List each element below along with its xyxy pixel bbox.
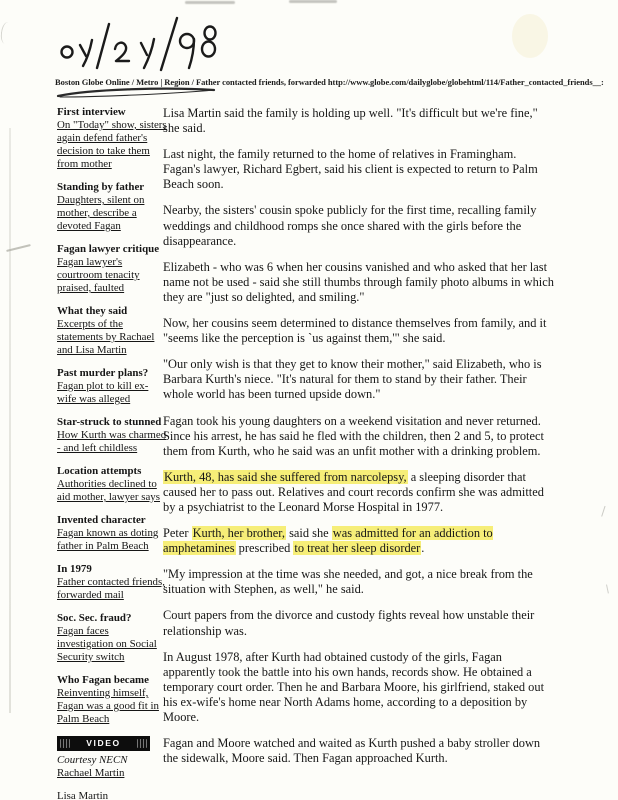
- article-paragraph: [163, 567, 555, 597]
- sidebar-item: [57, 514, 167, 553]
- sidebar-item-heading: Star-struck to stunned: [57, 416, 162, 428]
- article-text: "Our only wish is that they get to know their mother," said Elizabeth, who is Barbara Kurth's niece. "It's natural for them to stand by their father. Their whole world has been turned upside down.": [163, 357, 542, 402]
- sidebar-item-heading: Invented character: [57, 514, 146, 526]
- sidebar-item-heading: Fagan lawyer critique: [57, 243, 160, 255]
- handwritten-date: [56, 12, 222, 72]
- highlighted-text: Kurth, her brother,: [192, 526, 285, 541]
- article-text: Elizabeth - who was 6 when her cousins vanished and who asked that her last name not be used - said she still thumbs through family photo albums in which they are "just so delighted, and smiling.": [163, 259, 554, 304]
- article-text: Now, her cousins seem determined to distance themselves from family, and it "seems like the perception is `us against them,'" she said.: [163, 316, 547, 346]
- article-paragraph: [163, 736, 555, 766]
- highlighted-text: to treat her sleep disorder: [294, 541, 421, 556]
- article-text: a sleeping disorder that caused her to pass out. Relatives and court records confirm she was admitted by a psychiatrist to the Leonard Morse Hospital in 1977.: [163, 469, 544, 514]
- handwritten-underline-mark: [52, 86, 220, 100]
- video-link-rachael-martin[interactable]: Rachael Martin: [57, 767, 125, 779]
- article-paragraph: [163, 260, 555, 305]
- article-paragraph: [163, 316, 555, 346]
- video-banner[interactable]: [57, 736, 150, 751]
- article-paragraph: [163, 203, 555, 248]
- video-courtesy: Courtesy NECN: [57, 754, 128, 766]
- scan-artifact: [185, 1, 235, 4]
- scan-artifact: [596, 504, 605, 516]
- sidebar-item: [57, 106, 167, 171]
- sidebar: [57, 106, 167, 800]
- sidebar-item-heading: Standing by father: [57, 181, 145, 193]
- article-paragraph: [163, 470, 555, 515]
- scan-artifact: [0, 21, 13, 44]
- sidebar-item: [57, 416, 167, 455]
- sidebar-item-link[interactable]: Authorities declined to aid mother, lawyer says: [57, 478, 160, 503]
- video-link-lisa-martin[interactable]: Lisa Martin: [57, 790, 109, 800]
- article-text: Fagan and Moore watched and waited as Kurth pushed a baby stroller down the sidewalk, Moore said. Then Fagan approached Kurth.: [163, 736, 541, 766]
- scan-artifact: [512, 14, 548, 58]
- sidebar-item-link[interactable]: Fagan plot to kill ex-wife was alleged: [57, 380, 149, 405]
- article-paragraph: [163, 650, 555, 725]
- highlighted-text: Kurth, 48, has said she suffered from narcolepsy,: [164, 469, 407, 484]
- paper-edge-line: [9, 128, 11, 713]
- sidebar-item-link[interactable]: Fagan known as doting father in Palm Beach: [57, 527, 159, 552]
- article-text: Nearby, the sisters' cousin spoke publicly for the first time, recalling family weddings and childhood romps she once shared with the girls before the disappearance.: [163, 203, 537, 248]
- sidebar-item-link[interactable]: Fagan lawyer's courtroom tenacity praised, faulted: [57, 256, 140, 294]
- article-text: Fagan took his young daughters on a weekend visitation and never returned. Since his arrest, he has said he fled with the children, then 2 and 5, to protect them from Kurth, who he said was an unfit mother with a drinking problem.: [163, 413, 544, 458]
- sidebar-item: [57, 563, 167, 602]
- article-paragraph: [163, 106, 555, 136]
- sidebar-item-link[interactable]: Reinventing himself, Fagan was a good fit in Palm Beach: [57, 687, 159, 725]
- sidebar-item-heading: In 1979: [57, 563, 92, 575]
- sidebar-item-heading: Who Fagan became: [57, 674, 149, 686]
- article-paragraph: [163, 147, 555, 192]
- sidebar-items: [57, 106, 167, 726]
- article-text: "My impression at the time was she needed, and got, a nice break from the situation with Stephen, as well," he said.: [163, 567, 533, 597]
- sidebar-item-link[interactable]: Father contacted friends, forwarded mail: [57, 576, 165, 601]
- sidebar-item: [57, 181, 167, 233]
- article-text: Peter: [163, 526, 192, 541]
- article-text: Lisa Martin said the family is holding up well. "It's difficult but we're fine," she said.: [163, 106, 538, 136]
- sidebar-item: [57, 243, 167, 295]
- sidebar-item-link[interactable]: Daughters, silent on mother, describe a devoted Fagan: [57, 194, 145, 232]
- sidebar-item: [57, 465, 167, 504]
- sidebar-item-link[interactable]: On "Today" show, sisters again defend father's decision to take them from mother: [57, 119, 167, 170]
- article-paragraph: [163, 608, 555, 638]
- sidebar-item: [57, 612, 167, 664]
- article-text: Court papers from the divorce and custody fights reveal how unstable their relationship was.: [163, 608, 535, 638]
- sidebar-item-link[interactable]: Excerpts of the statements by Rachael and Lisa Martin: [57, 318, 155, 356]
- scan-artifact: [601, 584, 609, 594]
- sidebar-item-heading: Location attempts: [57, 465, 142, 477]
- article-text: .: [421, 541, 425, 556]
- article-text: In August 1978, after Kurth had obtained custody of the girls, Fagan apparently took the battle into his own hands, records show. He obtained a temporary court order. Then he and Barbara Moore, his girlfriend, staked out his ex-wife's home near North Adams home, according to a deposition by Moore.: [163, 649, 545, 724]
- sidebar-item-heading: First interview: [57, 106, 126, 118]
- article-paragraph: [163, 414, 555, 459]
- video-reel-icon: [137, 739, 147, 748]
- article-body: [163, 106, 555, 777]
- article-text: Last night, the family returned to the home of relatives in Framingham. Fagan's lawyer, Richard Egbert, said his client is expected to return to Palm Beach soon.: [163, 147, 538, 192]
- highlighted-text: was admitted for an addiction to amphetamines: [163, 526, 493, 556]
- sidebar-item-link[interactable]: Fagan faces investigation on Social Security switch: [57, 625, 157, 663]
- sidebar-item-heading: Past murder plans?: [57, 367, 149, 379]
- video-banner-label: VIDEO: [86, 738, 121, 748]
- sidebar-item: [57, 367, 167, 406]
- article-text: prescribed: [235, 541, 294, 556]
- sidebar-item-link[interactable]: How Kurth was charmed - and left childless: [57, 429, 167, 454]
- scan-artifact: [289, 0, 337, 3]
- breadcrumb: Boston Globe Online / Metro | Region / Father contacted friends, forwarded: [55, 77, 328, 87]
- sidebar-item-heading: Soc. Sec. fraud?: [57, 612, 132, 624]
- sidebar-item: [57, 305, 167, 357]
- sidebar-item: [57, 674, 167, 726]
- video-reel-icon: [60, 739, 70, 748]
- article-paragraph: [163, 526, 555, 556]
- page-url: http://www.globe.com/dailyglobe/globehtml/114/Father_contacted_friends__:: [327, 77, 604, 87]
- sidebar-item-heading: What they said: [57, 305, 128, 317]
- article-paragraph: [163, 357, 555, 402]
- article-text: said she: [285, 526, 332, 541]
